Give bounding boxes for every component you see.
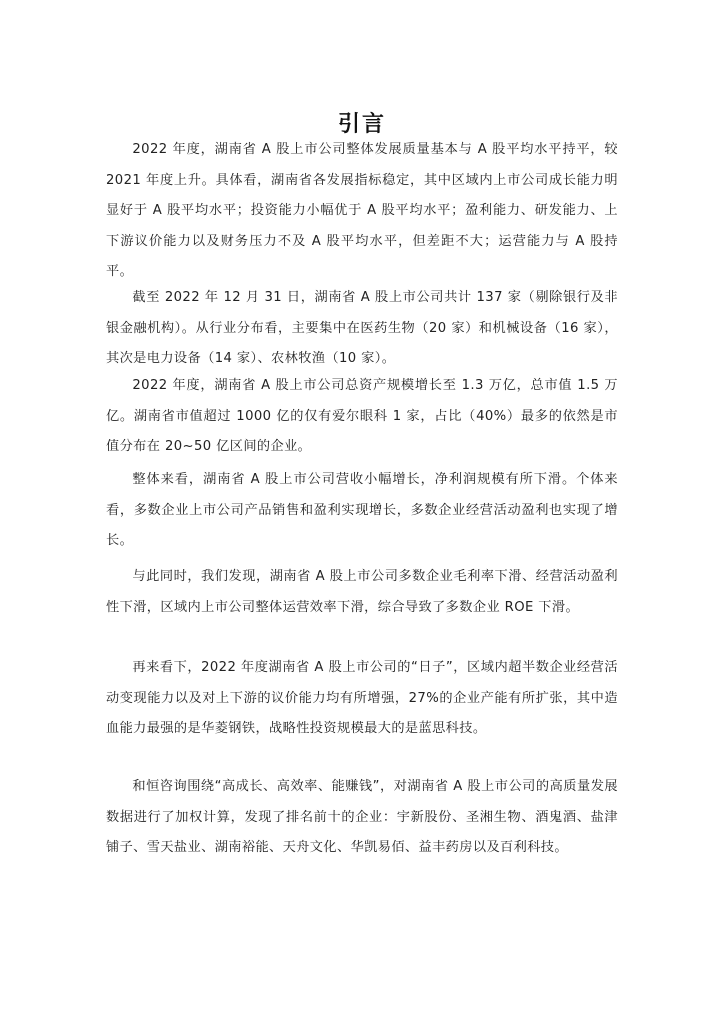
paragraph-roe: 与此同时，我们发现，湖南省 A 股上市公司多数企业毛利率下滑、经营活动盈利性下滑，区域内上市公司整体运营效率下滑，综合导致了多数企业 ROE 下滑。 [106,569,618,615]
paragraph-top-ten: 和恒咨询围绕“高成长、高效率、能赚钱”，对湖南省 A 股上市公司的高质量发展数据进行了加权计算，发现了排名前十的企业：宇新股份、圣湘生物、酒鬼酒、盐津铺子、雪天盐业、湖南裕能、天舟文化、华凯易佰、益丰药房以及百利科技。 [106,779,618,855]
paragraph-company-count: 截至 2022 年 12 月 31 日，湖南省 A 股上市公司共计 137 家（剔除银行及非银金融机构）。从行业分布看，主要集中在医药生物（20 家）和机械设备（16 家），其次是电力设备（14 家）、农林牧渔（10 家）。 [106,290,618,366]
paragraph-overview: 2022 年度，湖南省 A 股上市公司整体发展质量基本与 A 股平均水平持平，较 2021 年度上升。具体看，湖南省各发展指标稳定，其中区域内上市公司成长能力明显好于 A 股平均水平；投资能力小幅优于 A 股平均水平；盈利能力、研发能力、上下游议价能力以及财务压力不及 A 股平均水平，但差距不大；运营能力与 A 股持平。 [106,142,618,279]
paragraph-market-value: 2022 年度，湖南省 A 股上市公司总资产规模增长至 1.3 万亿，总市值 1.5 万亿。湖南省市值超过 1000 亿的仅有爱尔眼科 1 家，占比（40%）最多的依然是市值分布在 20~50 亿区间的企业。 [106,378,618,454]
paragraph-revenue: 整体来看，湖南省 A 股上市公司营收小幅增长，净利润规模有所下滑。个体来看，多数企业上市公司产品销售和盈利实现增长，多数企业经营活动盈利也实现了增长。 [106,472,618,548]
paragraph-operations: 再来看下，2022 年度湖南省 A 股上市公司的“日子”，区域内超半数企业经营活动变现能力以及对上下游的议价能力均有所增强，27%的企业产能有所扩张，其中造血能力最强的是华菱钢铁，战略性投资规模最大的是蓝思科技。 [106,660,618,736]
page-title: 引言 [337,111,386,137]
